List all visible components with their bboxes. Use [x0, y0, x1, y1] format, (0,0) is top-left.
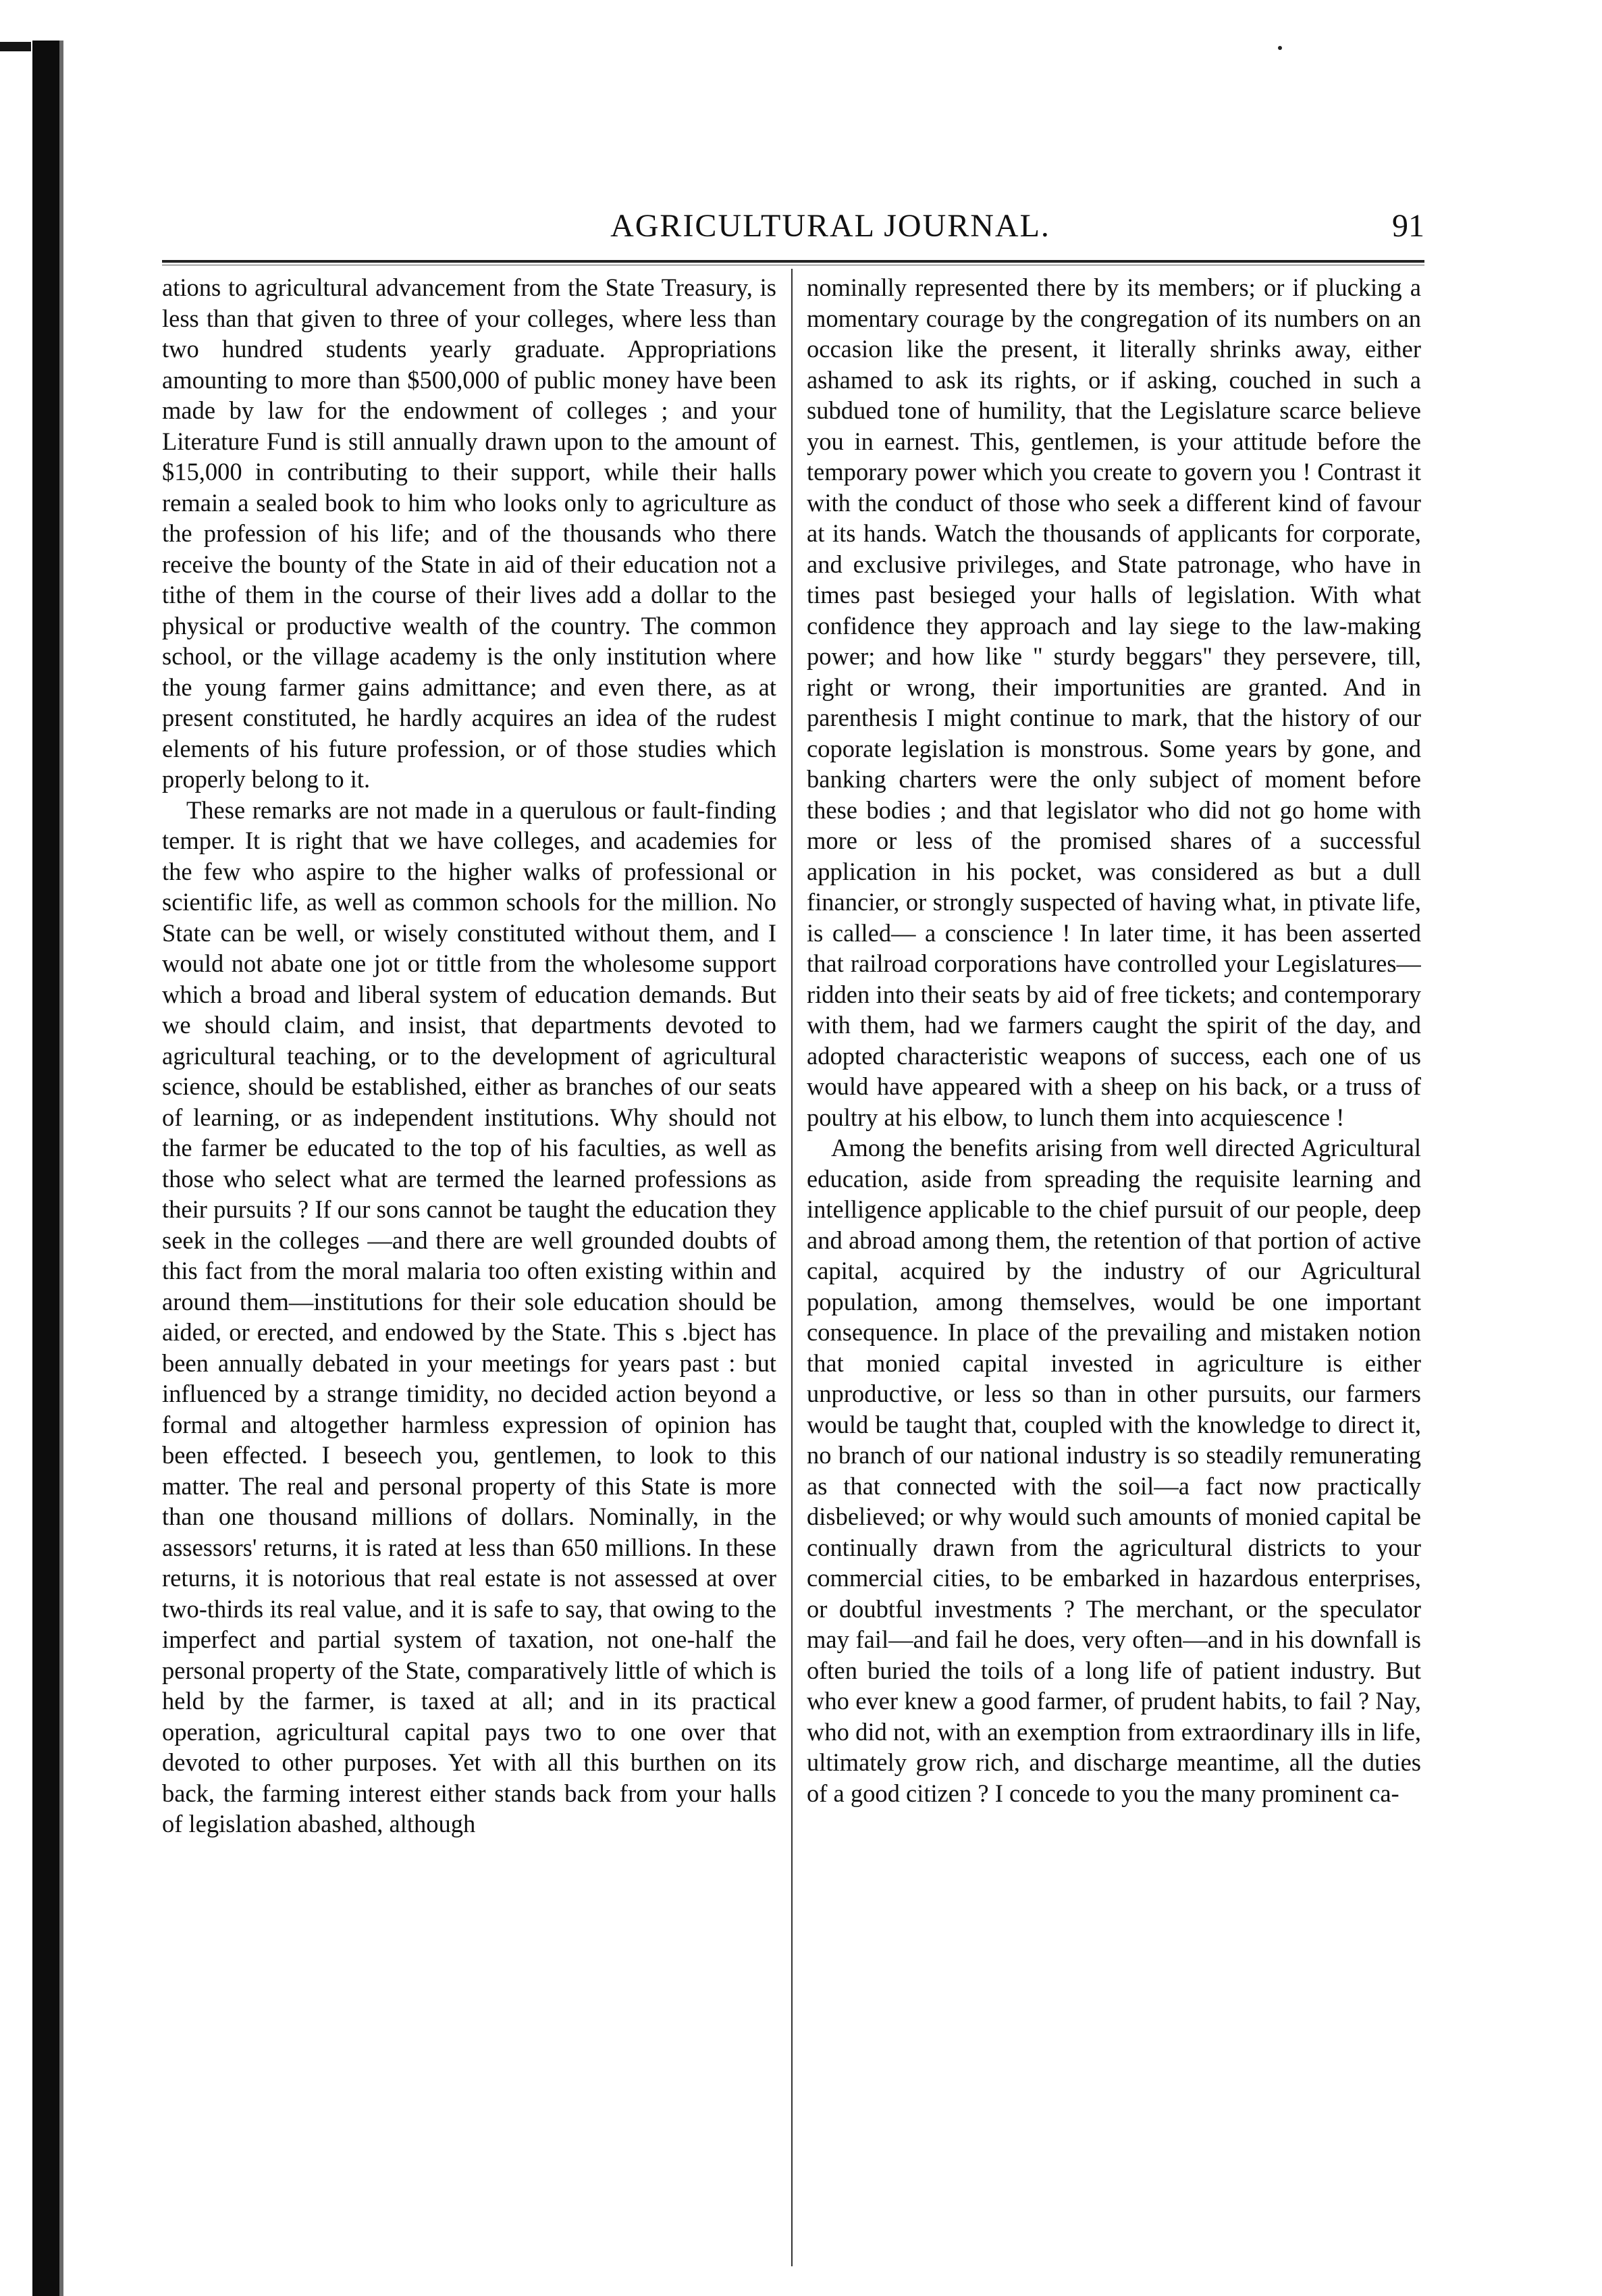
left-paragraph-1: ations to agricultural advancement from the State Treasury, is less than that given to three of your colleges, where less than two hundred students yearly graduate. Appropriations amounting to more than $500,000 of public money have been made by law for the endowment of colleges ; and your Literature Fund is still annually drawn upon to the amount of $15,000 in contributing to their support, while their halls remain a sealed book to him who looks only to agriculture as the profession of his life; and of the thousands who there receive the bounty of the State in aid of their education not a tithe of them in the course of their lives add a dollar to the physical or productive wealth of the country. The common school, or the village academy is the only institution where the young farmer gains admittance; and even there, as at present constituted, he hardly acquires an idea of the rudest elements of his future profession, or of those studies which properly belong to it. [162, 273, 776, 793]
right-paragraph-1: nominally represented there by its members; or if plucking a momentary courage by the congregation of its numbers on an occasion like the present, it literally shrinks away, either ashamed to ask its rights, or if asking, couched in such a subdued tone of humility, that the Legislature scarce believe you in earnest. This, gentlemen, is your attitude before the temporary power which you create to govern you ! Contrast it with the conduct of those who seek a different kind of favour at its hands. Watch the thousands of applicants for corporate, and exclusive privileges, and State patronage, who have in times past besieged your halls of legislation. With what confidence they approach and lay siege to the law-making power; and how like " sturdy beggars" they persevere, till, right or wrong, their importunities are granted. And in parenthesis I might continue to mark, that the history of our coporate legislation is monstrous. Some years by gone, and banking charters were the only subject of moment before these bodies ; and that legislator who did not go home with more or less of the promised shares of a successful application in his pocket, was considered as but a dull financier, or strongly suspected of having what, in ptivate life, is called— a conscience ! In later time, it has been asserted that railroad corporations have controlled your Legislatures—ridden into their seats by aid of free tickets; and contemporary with them, had we farmers caught the spirit of the day, and adopted characteristic weapons of success, each one of us would have appeared with a sheep on his back, or a truss of poultry at his elbow, to lunch them into acquiescence ! [807, 273, 1421, 1131]
page-header [162, 203, 1424, 250]
left-paragraph-2: These remarks are not made in a querulous or fault-finding temper. It is right that we have colleges, and academies for the few who aspire to the higher walks of professional or scientific life, as well as common schools for the million. No State can be well, or wisely constituted without them, and I would not abate one jot or tittle from the wholesome support which a broad and liberal system of education demands. But we should claim, and insist, that departments devoted to agricultural teaching, or to the development of agricultural science, should be established, either as branches of our seats of learning, or as independent institutions. Why should not the farmer be educated to the top of his faculties, as well as those who select what are termed the learned professions as their pursuits ? If our sons cannot be taught the education they seek in the colleges —and there are well grounded doubts of this fact from the moral malaria too often existing within and around them—institutions for their sole education should be aided, or erected, and endowed by the State. This s .bject has been annually debated in your meetings for years past : but influenced by a strange timidity, no decided action beyond a formal and altogether harmless expression of opinion has been effected. I beseech you, gentlemen, to look to this matter. The real and personal property of this State is more than one thousand millions of dollars. Nominally, in the assessors' returns, it is rated at less than 650 millions. In these returns, it is notorious that real estate is not assessed at over two-thirds its real value, and it is safe to say, that owing to the imperfect and partial system of taxation, not one-half the personal property of the State, comparatively little of which is held by the farmer, is taxed at all; and in its practical operation, agricultural capital pays two to one over that devoted to other purposes. Yet with all this burthen on its back, the farming interest either stands back from your halls of legislation abashed, although [162, 795, 776, 1837]
column-divider [791, 269, 793, 2266]
right-paragraph-2: Among the benefits arising from well directed Agricultural education, aside from spreading the requisite learning and intelligence applicable to the chief pursuit of our people, deep and abroad among them, the retention of that portion of active capital, acquired by the industry of our Agricultural population, among themselves, would be one important consequence. In place of the prevailing and mistaken notion that monied capital invested in agriculture is either unproductive, or less so than in other pursuits, our farmers would be taught that, coupled with the knowledge to direct it, no branch of our national industry is so steadily remunerating as that connected with the soil—a fact now practically disbelieved; or why would such amounts of monied capital be continually drawn from the agricultural districts to your commercial cities, to be embarked in hazardous enterprises, or doubtful investments ? The merchant, or the speculator may fail—and fail he does, very often—and in his downfall is often buried the toils of a long life of patient industry. But who ever knew a good farmer, of prudent habits, to fail ? Nay, who did not, with an exemption from extraordinary ills in life, ultimately grow rich, and discharge meantime, all the duties of a good citizen ? I concede to you the many prominent ca- [807, 1134, 1421, 1807]
right-column [807, 272, 1421, 2271]
ink-speck [1278, 46, 1282, 50]
page-number: 91 [1392, 208, 1424, 244]
binding-mark [0, 42, 31, 51]
binding-edge-shadow [59, 41, 63, 2296]
left-column [162, 272, 776, 2271]
running-title: AGRICULTURAL JOURNAL. [610, 208, 1050, 244]
binding-edge [32, 41, 59, 2296]
header-rule [162, 260, 1424, 265]
